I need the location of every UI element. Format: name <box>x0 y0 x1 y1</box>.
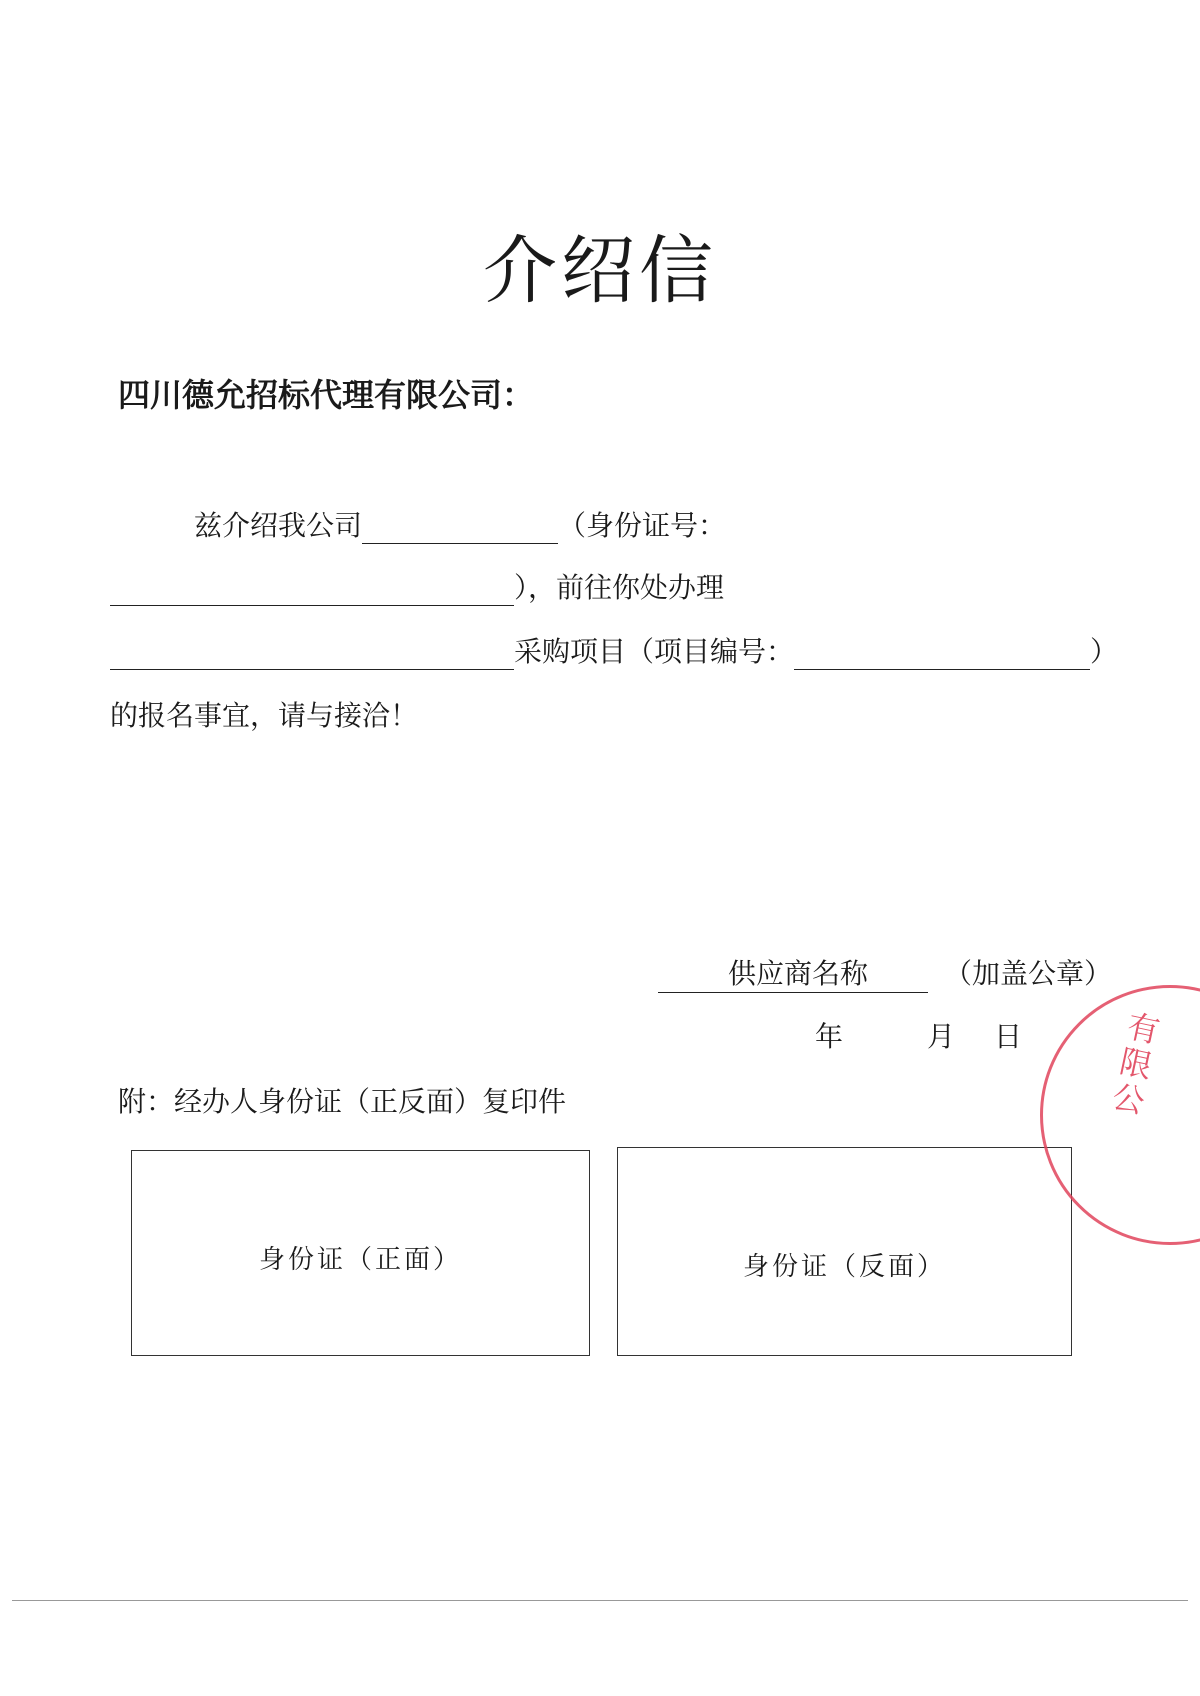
go-handle-text: ），前往你处办理 <box>514 571 725 604</box>
attachment-note: 附：经办人身份证（正反面）复印件 <box>118 1085 567 1118</box>
page-bottom-divider <box>12 1600 1188 1601</box>
paragraph-line-2 <box>110 570 724 606</box>
project-number-close: ） <box>1090 635 1119 668</box>
person-name-blank[interactable] <box>362 513 558 544</box>
seal-note: （加盖公章） <box>944 957 1113 990</box>
project-name-blank[interactable] <box>110 639 514 670</box>
addressee: 四川德允招标代理有限公司： <box>118 376 535 414</box>
id-number-blank[interactable] <box>110 575 514 606</box>
project-number-label: 采购项目（项目编号： <box>514 635 795 668</box>
id-back-box[interactable] <box>617 1147 1072 1356</box>
date-year: 年 <box>815 1020 844 1053</box>
supplier-row <box>658 952 928 993</box>
paragraph-line-3 <box>110 634 1118 670</box>
id-back-label: 身份证（反面） <box>742 1252 946 1282</box>
date-month: 月 <box>927 1020 956 1053</box>
id-front-label: 身份证（正面） <box>258 1245 462 1275</box>
id-front-box[interactable] <box>131 1150 590 1356</box>
document-title: 介绍信 <box>483 228 717 314</box>
supplier-name: 供应商名称 <box>658 952 928 993</box>
paragraph-line-1 <box>194 508 726 544</box>
project-number-blank[interactable] <box>794 639 1090 670</box>
intro-prefix: 兹介绍我公司 <box>194 509 363 542</box>
id-number-label: （身份证号： <box>558 509 727 542</box>
paragraph-line-4: 的报名事宜，请与接洽！ <box>110 699 419 732</box>
date-day: 日 <box>994 1020 1023 1053</box>
seal-text: 有限公 <box>1108 1006 1164 1122</box>
